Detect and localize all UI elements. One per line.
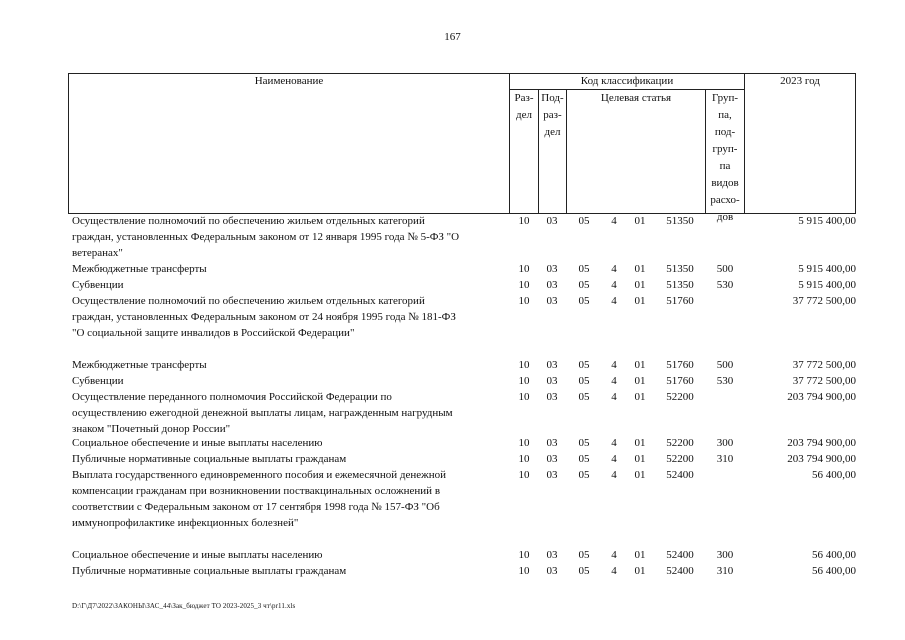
row-name: [72, 293, 512, 341]
row-cs3: 01: [634, 295, 646, 307]
row-name-line: Публичные нормативные социальные выплаты гражданам: [72, 565, 347, 577]
header-group-line: груп-: [712, 143, 738, 155]
row-name: [72, 435, 512, 451]
header-group: [706, 90, 744, 226]
row-cs1: 05: [578, 215, 590, 227]
row-cs3: 01: [634, 437, 646, 449]
row-name: [72, 261, 512, 277]
row-podrazdel: 03: [546, 375, 558, 387]
row-cs2: 4: [611, 453, 617, 465]
header-group-line: видов: [711, 177, 739, 189]
row-amount: 5 915 400,00: [798, 215, 856, 227]
row-cs1: 05: [578, 469, 590, 481]
row-razdel: 10: [518, 565, 530, 577]
row-amount: 56 400,00: [812, 565, 856, 577]
row-amount: 37 772 500,00: [792, 295, 856, 307]
row-group: 500: [716, 263, 734, 275]
header-name: Наименование: [254, 75, 324, 87]
row-name-line: Социальное обеспечение и иные выплаты населению: [72, 437, 323, 449]
table-left-border: [68, 73, 69, 214]
row-amount: 203 794 900,00: [787, 391, 856, 403]
row-razdel: 10: [518, 375, 530, 387]
row-name: [72, 547, 512, 563]
row-podrazdel: 03: [546, 215, 558, 227]
row-razdel: 10: [518, 549, 530, 561]
row-cs4: 52200: [666, 437, 694, 449]
row-cs2: 4: [611, 437, 617, 449]
row-cs2: 4: [611, 549, 617, 561]
header-group-line: расхо-: [710, 194, 740, 206]
row-razdel: 10: [518, 437, 530, 449]
header-code-classification: Код классификации: [580, 75, 674, 87]
row-cs2: 4: [611, 391, 617, 403]
row-podrazdel: 03: [546, 295, 558, 307]
row-cs4: 51350: [666, 279, 694, 291]
footer-file-path: D:\Г\Д7\2022\ЗАКОНЫ\ЗАС_44\Зак_бюджет ТО 2023-2025_3 чт\рr11.xls: [72, 602, 296, 610]
row-amount: 37 772 500,00: [792, 375, 856, 387]
row-name-line: иммунопрофилактике инфекционных болезней": [72, 517, 299, 529]
row-podrazdel: 03: [546, 549, 558, 561]
row-amount: 5 915 400,00: [798, 279, 856, 291]
row-cs2: 4: [611, 215, 617, 227]
row-name-line: Субвенции: [72, 279, 124, 291]
row-podrazdel: 03: [546, 263, 558, 275]
row-cs3: 01: [634, 391, 646, 403]
header-podrazdel-line: раз-: [543, 109, 562, 121]
table-right-border: [855, 73, 856, 214]
row-name-line: "О социальной защите инвалидов в Российской Федерации": [72, 327, 355, 339]
row-cs3: 01: [634, 263, 646, 275]
row-name-line: знаком "Почетный донор России": [72, 423, 231, 435]
row-razdel: 10: [518, 469, 530, 481]
header-group-line: па,: [718, 109, 732, 121]
row-cs2: 4: [611, 359, 617, 371]
row-cs4: 52200: [666, 391, 694, 403]
row-name-line: граждан, установленных Федеральным законом от 12 января 1995 года № 5-ФЗ "О: [72, 231, 460, 243]
row-cs4: 51350: [666, 263, 694, 275]
row-group: 310: [716, 565, 734, 577]
header-razdel: [510, 90, 538, 124]
row-amount: 203 794 900,00: [787, 437, 856, 449]
row-cs4: 51760: [666, 359, 694, 371]
row-cs3: 01: [634, 215, 646, 227]
row-name: [72, 213, 512, 261]
header-group-line: Груп-: [711, 92, 739, 104]
row-cs1: 05: [578, 375, 590, 387]
header-target-article: Целевая статья: [600, 92, 672, 104]
header-group-line: под-: [714, 126, 736, 138]
row-name-line: соответствии с Федеральным законом от 17 сентября 1998 года № 157-ФЗ "Об: [72, 501, 440, 513]
row-cs4: 51760: [666, 375, 694, 387]
header-group-line: па: [719, 160, 731, 172]
row-group: 500: [716, 359, 734, 371]
row-group: 530: [716, 375, 734, 387]
row-name-line: осуществлению ежегодной денежной выплаты лицам, награжденным нагрудным: [72, 407, 453, 419]
row-group: 300: [716, 437, 734, 449]
row-cs4: 52200: [666, 453, 694, 465]
code-column-divider: [744, 73, 745, 214]
row-cs3: 01: [634, 565, 646, 577]
row-cs1: 05: [578, 279, 590, 291]
row-amount: 37 772 500,00: [792, 359, 856, 371]
row-cs2: 4: [611, 375, 617, 387]
row-cs2: 4: [611, 263, 617, 275]
row-razdel: 10: [518, 295, 530, 307]
row-group: 300: [716, 549, 734, 561]
row-name-line: Публичные нормативные социальные выплаты гражданам: [72, 453, 347, 465]
row-razdel: 10: [518, 391, 530, 403]
podrazdel-column-divider: [566, 89, 567, 214]
row-name: [72, 357, 512, 373]
row-cs3: 01: [634, 549, 646, 561]
header-razdel-line: Раз-: [514, 92, 534, 104]
row-name: [72, 277, 512, 293]
row-group: 310: [716, 453, 734, 465]
row-podrazdel: 03: [546, 391, 558, 403]
row-cs2: 4: [611, 295, 617, 307]
row-name: [72, 389, 512, 437]
row-podrazdel: 03: [546, 279, 558, 291]
row-name-line: Осуществление переданного полномочия Российской Федерации по: [72, 391, 392, 403]
row-name-line: Межбюджетные трансферты: [72, 359, 207, 371]
row-razdel: 10: [518, 215, 530, 227]
row-cs1: 05: [578, 549, 590, 561]
row-cs4: 51760: [666, 295, 694, 307]
row-name-line: Социальное обеспечение и иные выплаты населению: [72, 549, 323, 561]
row-cs3: 01: [634, 375, 646, 387]
row-cs1: 05: [578, 453, 590, 465]
row-razdel: 10: [518, 359, 530, 371]
row-cs1: 05: [578, 359, 590, 371]
row-cs3: 01: [634, 453, 646, 465]
header-razdel-line: дел: [516, 109, 532, 121]
row-name: [72, 467, 512, 531]
row-cs2: 4: [611, 279, 617, 291]
row-cs3: 01: [634, 359, 646, 371]
row-cs1: 05: [578, 437, 590, 449]
row-razdel: 10: [518, 279, 530, 291]
row-cs4: 52400: [666, 549, 694, 561]
row-group: 530: [716, 279, 734, 291]
row-name-line: Межбюджетные трансферты: [72, 263, 207, 275]
header-podrazdel-line: дел: [544, 126, 561, 138]
row-amount: 5 915 400,00: [798, 263, 856, 275]
header-podrazdel-line: Под-: [541, 92, 564, 104]
header-podrazdel: [539, 90, 566, 141]
row-cs3: 01: [634, 279, 646, 291]
row-amount: 56 400,00: [812, 469, 856, 481]
row-podrazdel: 03: [546, 359, 558, 371]
row-name-line: Осуществление полномочий по обеспечению жильем отдельных категорий: [72, 215, 425, 227]
row-cs2: 4: [611, 565, 617, 577]
row-razdel: 10: [518, 453, 530, 465]
row-podrazdel: 03: [546, 437, 558, 449]
row-name-line: Осуществление полномочий по обеспечению жильем отдельных категорий: [72, 295, 425, 307]
row-cs3: 01: [634, 469, 646, 481]
row-podrazdel: 03: [546, 453, 558, 465]
row-amount: 56 400,00: [812, 549, 856, 561]
row-cs2: 4: [611, 469, 617, 481]
row-cs1: 05: [578, 565, 590, 577]
row-name-line: компенсации гражданам при возникновении поствакцинальных осложнений в: [72, 485, 441, 497]
row-podrazdel: 03: [546, 565, 558, 577]
row-name: [72, 451, 512, 467]
row-name: [72, 373, 512, 389]
row-name-line: Выплата государственного единовременного пособия и ежемесячной денежной: [72, 469, 446, 481]
row-name-line: Субвенции: [72, 375, 124, 387]
row-cs4: 52400: [666, 469, 694, 481]
row-name-line: ветеранах": [72, 247, 123, 259]
row-amount: 203 794 900,00: [787, 453, 856, 465]
row-cs1: 05: [578, 391, 590, 403]
row-cs1: 05: [578, 295, 590, 307]
header-year: 2023 год: [780, 75, 820, 87]
row-podrazdel: 03: [546, 469, 558, 481]
page-number: 167: [444, 31, 461, 43]
row-razdel: 10: [518, 263, 530, 275]
row-cs1: 05: [578, 263, 590, 275]
row-cs4: 51350: [666, 215, 694, 227]
row-name-line: граждан, установленных Федеральным законом от 24 ноября 1995 года № 181-ФЗ: [72, 311, 456, 323]
row-cs4: 52400: [666, 565, 694, 577]
row-name: [72, 563, 512, 579]
header-group-line: дов: [716, 211, 734, 223]
